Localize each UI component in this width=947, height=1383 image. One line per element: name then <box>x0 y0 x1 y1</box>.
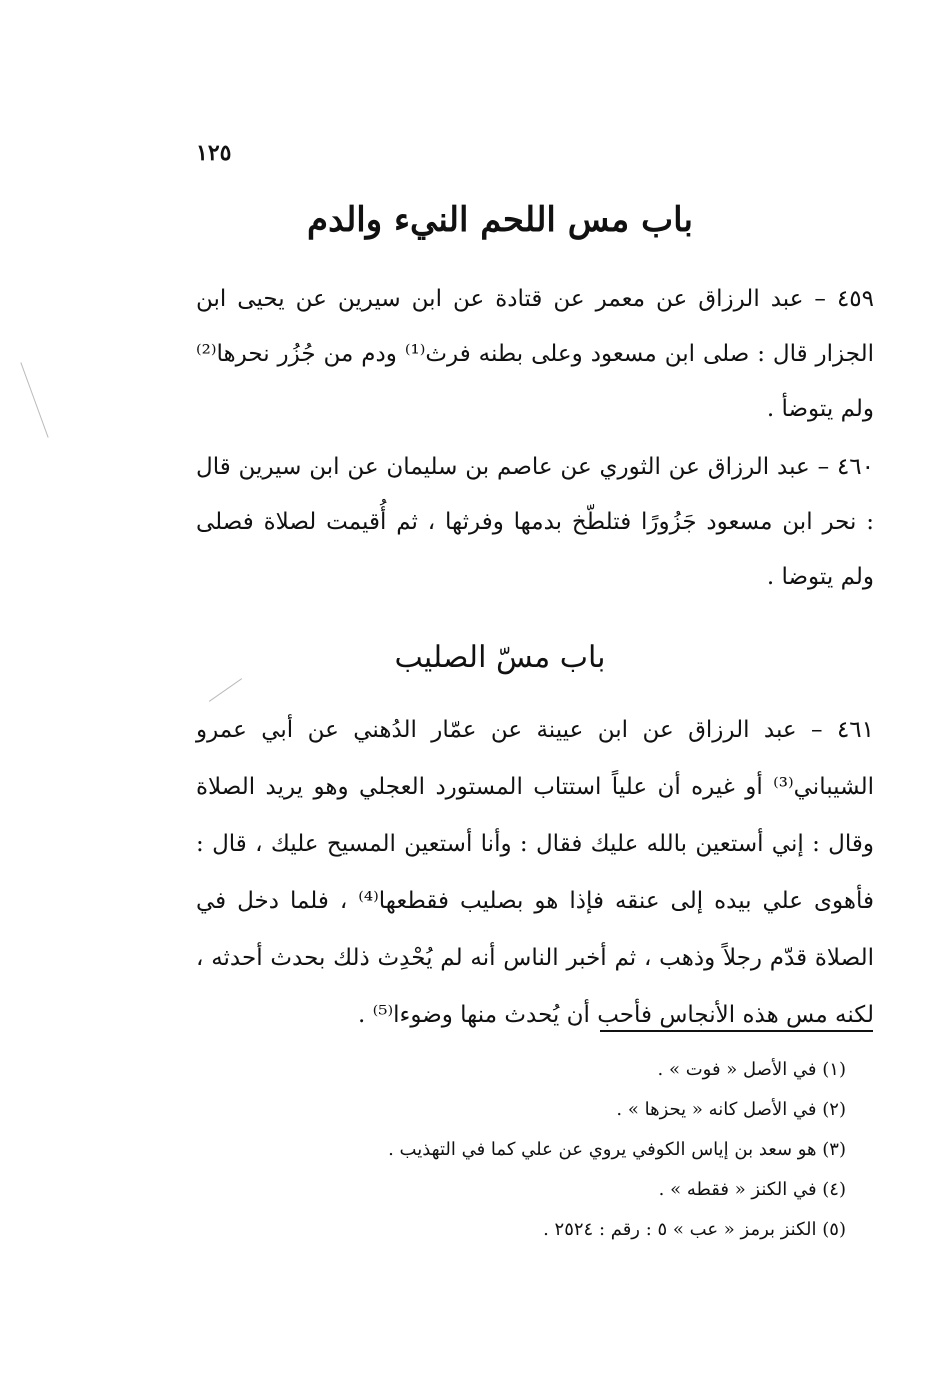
footnote-5: (٥) الكنز برمز « عب » ٥ : رقم : ٢٥٢٤ . <box>543 1219 846 1240</box>
scan-mark-mid <box>209 678 242 702</box>
hadith-entry-461: ٤٦١ – عبد الرزاق عن ابن عيينة عن عمّار الدُهني عن أبي عمرو الشيباني⁽³⁾ أو غيره أن علياً استتاب المستورد العجلي وهو يريد الصلاة وقال : إني أستعين بالله عليك فقال : وأنا أستعين المسيح عليك ، قال : فأهوى علي بيده إلى عنقه فإذا هو بصليب فقطعها⁽⁴⁾ ، فلما دخل في الصلاة قدّم رجلاً وذهب ، ثم أخبر الناس أنه لم يُحْدِث ذلك بحدث أحدثه ، لكنه مس هذه الأنجاس فأحب أن يُحدث منها وضوءا⁽⁵⁾ . <box>196 717 874 1028</box>
footnotes <box>196 1050 846 1250</box>
page-number: ١٢٥ <box>196 140 232 166</box>
hadith-entry-459: ٤٥٩ – عبد الرزاق عن معمر عن قتادة عن ابن سيرين عن يحيى ابن الجزار قال : صلى ابن مسعود وعلى بطنه فرث⁽¹⁾ ودم من جُزُر نحرها⁽²⁾ ولم يتوضأ . <box>196 286 874 422</box>
section-heading-cross: باب مسّ الصليب <box>394 640 606 675</box>
footnote-4: (٤) في الكنز « فقطه » . <box>658 1179 846 1200</box>
section-heading-raw-meat: باب مس اللحم النيء والدم <box>307 200 693 240</box>
scan-mark-left <box>20 362 48 438</box>
hadith-entry-460: ٤٦٠ – عبد الرزاق عن الثوري عن عاصم بن سليمان عن ابن سيرين قال : نحر ابن مسعود جَزُورًا فتلطّخ بدمها وفرثها ، ثم أُقيمت لصلاة فصلى ولم يتوضا . <box>196 454 874 590</box>
footnote-divider <box>600 1030 873 1032</box>
footnote-1: (١) في الأصل « فوت » . <box>657 1059 846 1080</box>
footnote-2: (٢) في الأصل كانه « يحزها » . <box>616 1099 846 1120</box>
footnote-3: (٣) هو سعد بن إياس الكوفي يروي عن علي كما في التهذيب . <box>388 1139 846 1160</box>
